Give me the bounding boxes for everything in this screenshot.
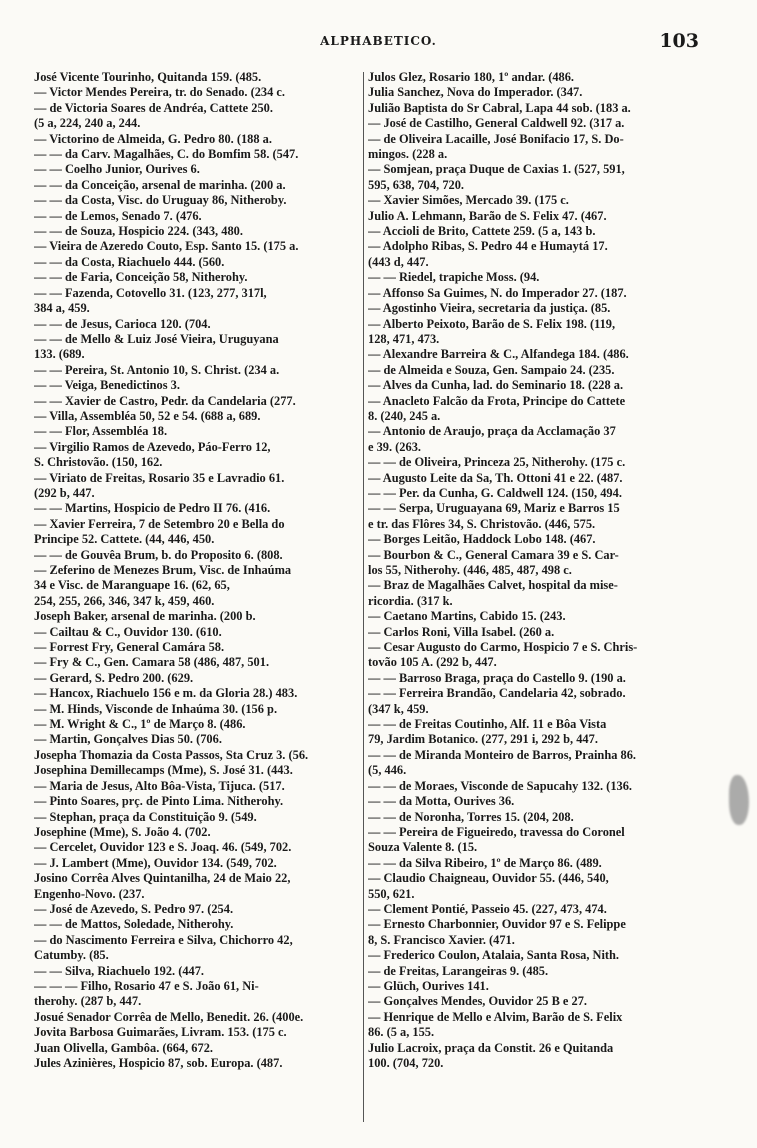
directory-line: Juan Olivella, Gambôa. (664, 672. [34, 1040, 213, 1055]
directory-line: — — de Souza, Hospicio 224. (343, 480. [34, 224, 243, 239]
column-divider [363, 72, 364, 1122]
directory-line: — — da Silva Ribeiro, 1º de Março 86. (489. [368, 855, 602, 870]
directory-line: — Victorino de Almeida, G. Pedro 80. (188 a. [34, 131, 272, 146]
directory-line: 8. (240, 245 a. [368, 408, 441, 423]
directory-line: — J. Lambert (Mme), Ouvidor 134. (549, 702. [34, 855, 277, 870]
directory-line: 384 a, 459. [34, 301, 90, 316]
directory-line: ricordia. (317 k. [368, 593, 453, 608]
directory-line: 550, 621. [368, 886, 415, 901]
directory-line: tovão 105 A. (292 b, 447. [368, 655, 497, 670]
directory-line: — Zeferino de Menezes Brum, Visc. de Inhaúma [34, 563, 292, 577]
directory-line: (347 k, 459. [368, 701, 429, 716]
directory-line: — — da Costa, Riachuelo 444. (560. [34, 254, 225, 269]
directory-line: — — de Oliveira, Princeza 25, Nitherohy. (175 c. [368, 455, 626, 470]
directory-line: — Alberto Peixoto, Barão de S. Felix 198. (119, [368, 316, 616, 331]
directory-line: — Glüch, Ourives 141. [368, 978, 489, 993]
directory-line: — — Veiga, Benedictinos 3. [34, 378, 180, 393]
directory-line: — de Almeida e Souza, Gen. Sampaio 24. (235. [368, 362, 615, 377]
directory-line: — Victor Mendes Pereira, tr. do Senado. (234 c. [34, 85, 285, 100]
directory-line: 79, Jardim Botanico. (277, 291 i, 292 b, 447. [368, 732, 598, 747]
directory-line: — Cailtau & C., Ouvidor 130. (610. [34, 624, 222, 639]
directory-line: — Xavier Simões, Mercado 39. (175 c. [368, 193, 569, 208]
directory-line: Josepha Thomazia da Costa Passos, Sta Cruz 3. (56. [34, 747, 309, 762]
directory-line: — — da Carv. Magalhães, C. do Bomfim 58. (547. [34, 147, 299, 162]
directory-line: — José de Azevedo, S. Pedro 97. (254. [34, 901, 234, 916]
directory-line: — — Flor, Assembléa 18. [34, 424, 168, 439]
directory-line: e tr. das Flôres 34, S. Christovão. (446, 575. [368, 516, 596, 531]
directory-line: — Alexandre Barreira & C., Alfandega 184. (486. [368, 347, 629, 362]
directory-line: — Clement Pontié, Passeio 45. (227, 473, 474. [368, 901, 607, 916]
directory-line: — Pinto Soares, prç. de Pinto Lima. Nitherohy. [34, 794, 284, 809]
directory-line: — Anacleto Falcão da Frota, Principe do Cattete [368, 393, 626, 408]
directory-line: — Braz de Magalhães Calvet, hospital da mise- [368, 578, 618, 593]
directory-line: — — de Faria, Conceição 58, Nitherohy. [34, 270, 248, 285]
directory-line: — Somjean, praça Duque de Caxias 1. (527, 591, [368, 162, 625, 177]
directory-line: 133. (689. [34, 347, 85, 362]
directory-line: — Gonçalves Mendes, Ouvidor 25 B e 27. [368, 994, 588, 1009]
directory-line: — — de Gouvêa Brum, b. do Proposito 6. (808. [34, 547, 283, 562]
directory-line: — Gerard, S. Pedro 200. (629. [34, 670, 194, 685]
directory-line: Jules Azinières, Hospicio 87, sob. Europa. (487. [34, 1056, 283, 1070]
directory-line: Catumby. (85. [34, 948, 109, 963]
directory-line: Julio Lacroix, praça da Constit. 26 e Quitanda [368, 1040, 614, 1055]
directory-line: S. Christovão. (150, 162. [34, 455, 163, 470]
directory-line: — Bourbon & C., General Camara 39 e S. Car- [368, 547, 619, 562]
directory-line: Josino Corrêa Alves Quintanilha, 24 de Maio 22, [34, 871, 291, 886]
directory-line: (443 d, 447. [368, 254, 429, 269]
directory-line: — Henrique de Mello e Alvim, Barão de S. Felix [368, 1009, 623, 1024]
directory-line: — — — Filho, Rosario 47 e S. João 61, Ni- [34, 978, 259, 993]
directory-line: — Adolpho Ribas, S. Pedro 44 e Humaytá 17. [368, 239, 608, 254]
directory-line: — — Fazenda, Cotovello 31. (123, 277, 317l, [34, 285, 267, 300]
directory-line: — Villa, Assembléa 50, 52 e 54. (688 a, 689. [34, 408, 261, 423]
directory-line: (5, 446. [368, 763, 407, 778]
directory-line: — Affonso Sa Guimes, N. do Imperador 27. (187. [368, 285, 627, 300]
directory-line: — — da Conceição, arsenal de marinha. (200 a. [34, 177, 286, 192]
directory-line: — do Nascimento Ferreira e Silva, Chichorro 42, [34, 932, 293, 947]
directory-line: — — da Costa, Visc. do Uruguay 86, Nitheroby. [34, 193, 287, 208]
directory-line: los 55, Nitherohy. (446, 485, 487, 498 c. [368, 563, 572, 577]
directory-line: — Carlos Roni, Villa Isabel. (260 a. [368, 624, 555, 639]
directory-line: e 39. (263. [368, 439, 421, 454]
directory-line: — Alves da Cunha, lad. do Seminario 18. (228 a. [368, 378, 624, 393]
directory-line: Joseph Baker, arsenal de marinha. (200 b. [34, 609, 256, 624]
directory-line: — Maria de Jesus, Alto Bôa-Vista, Tijuca. (517. [34, 778, 285, 793]
directory-line: — — Serpa, Uruguayana 69, Mariz e Barros 15 [368, 501, 620, 516]
directory-line: (5 a, 224, 240 a, 244. [34, 116, 141, 131]
directory-line: — — de Miranda Monteiro de Barros, Prainha 86. [368, 747, 636, 762]
directory-line: — M. Wright & C., 1º de Março 8. (486. [34, 717, 246, 732]
directory-line: — — Riedel, trapiche Moss. (94. [368, 270, 540, 285]
directory-line: — — Silva, Riachuelo 192. (447. [34, 963, 205, 978]
directory-line: — — de Lemos, Senado 7. (476. [34, 208, 202, 223]
directory-line: Principe 52. Cattete. (44, 446, 450. [34, 532, 215, 547]
directory-line: Julia Sanchez, Nova do Imperador. (347. [368, 85, 583, 100]
directory-line: 254, 255, 266, 346, 347 k, 459, 460. [34, 593, 215, 608]
directory-line: Josué Senador Corrêa de Mello, Benedit. 26. (400e. [34, 1009, 304, 1024]
directory-line: — — de Freitas Coutinho, Alf. 11 e Bôa Vista [368, 717, 607, 732]
directory-line: — Virgilio Ramos de Azevedo, Páo-Ferro 12, [34, 439, 271, 454]
directory-line: — Viriato de Freitas, Rosario 35 e Lavradio 61. [34, 470, 285, 485]
directory-line: — de Oliveira Lacaille, José Bonifacio 17, S. Do- [368, 131, 624, 146]
directory-line: 595, 638, 704, 720. [368, 177, 465, 192]
directory-line: — Vieira de Azeredo Couto, Esp. Santo 15. (175 a. [34, 239, 299, 254]
directory-line: — Agostinho Vieira, secretaria da justiça. (85. [368, 301, 611, 316]
directory-line: — Antonio de Araujo, praça da Acclamação 37 [368, 424, 616, 439]
directory-line: Julio A. Lehmann, Barão de S. Felix 47. (467. [368, 208, 607, 223]
directory-line: — Forrest Fry, General Camára 58. [34, 640, 225, 655]
directory-line: — Fry & C., Gen. Camara 58 (486, 487, 501. [34, 655, 270, 670]
directory-line: 128, 471, 473. [368, 331, 440, 346]
directory-line: — — de Noronha, Torres 15. (204, 208. [368, 809, 574, 824]
directory-line: — Martin, Gonçalves Dias 50. (706. [34, 732, 222, 747]
directory-line: — de Freitas, Larangeiras 9. (485. [368, 963, 549, 978]
directory-line: — Augusto Leite da Sa, Th. Ottoni 41 e 22. (487. [368, 470, 623, 485]
paper-stain [729, 775, 749, 825]
page-number: 103 [659, 30, 699, 52]
directory-line: — — Martins, Hospicio de Pedro II 76. (416. [34, 501, 271, 516]
right-column [368, 70, 713, 1071]
directory-line: — Ernesto Charbonnier, Ouvidor 97 e S. Felippe [368, 917, 626, 932]
directory-line: (292 b, 447. [34, 485, 95, 500]
directory-line: 100. (704, 720. [368, 1056, 444, 1070]
directory-line: therohy. (287 b, 447. [34, 994, 142, 1009]
directory-line: Engenho-Novo. (237. [34, 886, 145, 901]
directory-line: — José de Castilho, General Caldwell 92. (317 a. [368, 116, 625, 131]
directory-line: — — Per. da Cunha, G. Caldwell 124. (150, 494. [368, 485, 622, 500]
directory-line: Julos Glez, Rosario 180, 1º andar. (486. [368, 70, 575, 84]
directory-line: Julião Baptista do Sr Cabral, Lapa 44 sob. (183 a. [368, 100, 631, 115]
directory-line: — Accioli de Brito, Cattete 259. (5 a, 143 b. [368, 224, 596, 239]
directory-line: 86. (5 a, 155. [368, 1025, 435, 1040]
directory-line: 34 e Visc. de Maranguape 16. (62, 65, [34, 578, 230, 593]
directory-line: — Borges Leitão, Haddock Lobo 148. (467. [368, 532, 596, 547]
directory-line: — — Xavier de Castro, Pedr. da Candelaria (277. [34, 393, 296, 408]
directory-line: — — Pereira de Figueiredo, travessa do Coronel [368, 824, 625, 839]
directory-line: — — Pereira, St. Antonio 10, S. Christ. (234 a. [34, 362, 280, 377]
directory-line: — — de Jesus, Carioca 120. (704. [34, 316, 211, 331]
directory-line: mingos. (228 a. [368, 147, 448, 162]
directory-line: — — Barroso Braga, praça do Castello 9. (190 a. [368, 670, 626, 685]
directory-line: Josephina Demillecamps (Mme), S. José 31. (443. [34, 763, 293, 778]
directory-line: — Stephan, praça da Constituição 9. (549. [34, 809, 257, 824]
directory-line: — M. Hinds, Visconde de Inhaúma 30. (156 p. [34, 701, 278, 716]
directory-line: — — Ferreira Brandão, Candelaria 42, sobrado. [368, 686, 626, 701]
directory-line: José Vicente Tourinho, Quitanda 159. (485. [34, 70, 262, 84]
directory-line: — Cesar Augusto do Carmo, Hospicio 7 e S. Chris- [368, 640, 638, 655]
directory-line: — Xavier Ferreira, 7 de Setembro 20 e Bella do [34, 516, 285, 531]
directory-line: — — de Moraes, Visconde de Sapucahy 132. (136. [368, 778, 632, 793]
page-header [0, 30, 757, 56]
left-column [34, 70, 364, 1071]
directory-line: — Caetano Martins, Cabido 15. (243. [368, 609, 566, 624]
directory-line: — de Victoria Soares de Andréa, Cattete 250. [34, 100, 273, 115]
directory-line: Jovita Barbosa Guimarães, Livram. 153. (175 c. [34, 1025, 287, 1040]
directory-line: — Frederico Coulon, Atalaia, Santa Rosa, Nith. [368, 948, 620, 963]
directory-line: — — de Mello & Luiz José Vieira, Uruguyana [34, 331, 279, 346]
directory-line: — Hancox, Riachuelo 156 e m. da Gloria 28.) 483. [34, 686, 298, 701]
directory-line: — — da Motta, Ourives 36. [368, 794, 515, 809]
directory-line: — Claudio Chaigneau, Ouvidor 55. (446, 540, [368, 871, 609, 886]
page-title: ALPHABETICO. [320, 34, 437, 48]
directory-line: — — Coelho Junior, Ourives 6. [34, 162, 200, 177]
directory-line: 8, S. Francisco Xavier. (471. [368, 932, 515, 947]
directory-line: Josephine (Mme), S. João 4. (702. [34, 824, 211, 839]
directory-line: Souza Valente 8. (15. [368, 840, 478, 855]
directory-line: — Cercelet, Ouvidor 123 e S. Joaq. 46. (549, 702. [34, 840, 292, 855]
directory-line: — — de Mattos, Soledade, Nitherohy. [34, 917, 234, 932]
